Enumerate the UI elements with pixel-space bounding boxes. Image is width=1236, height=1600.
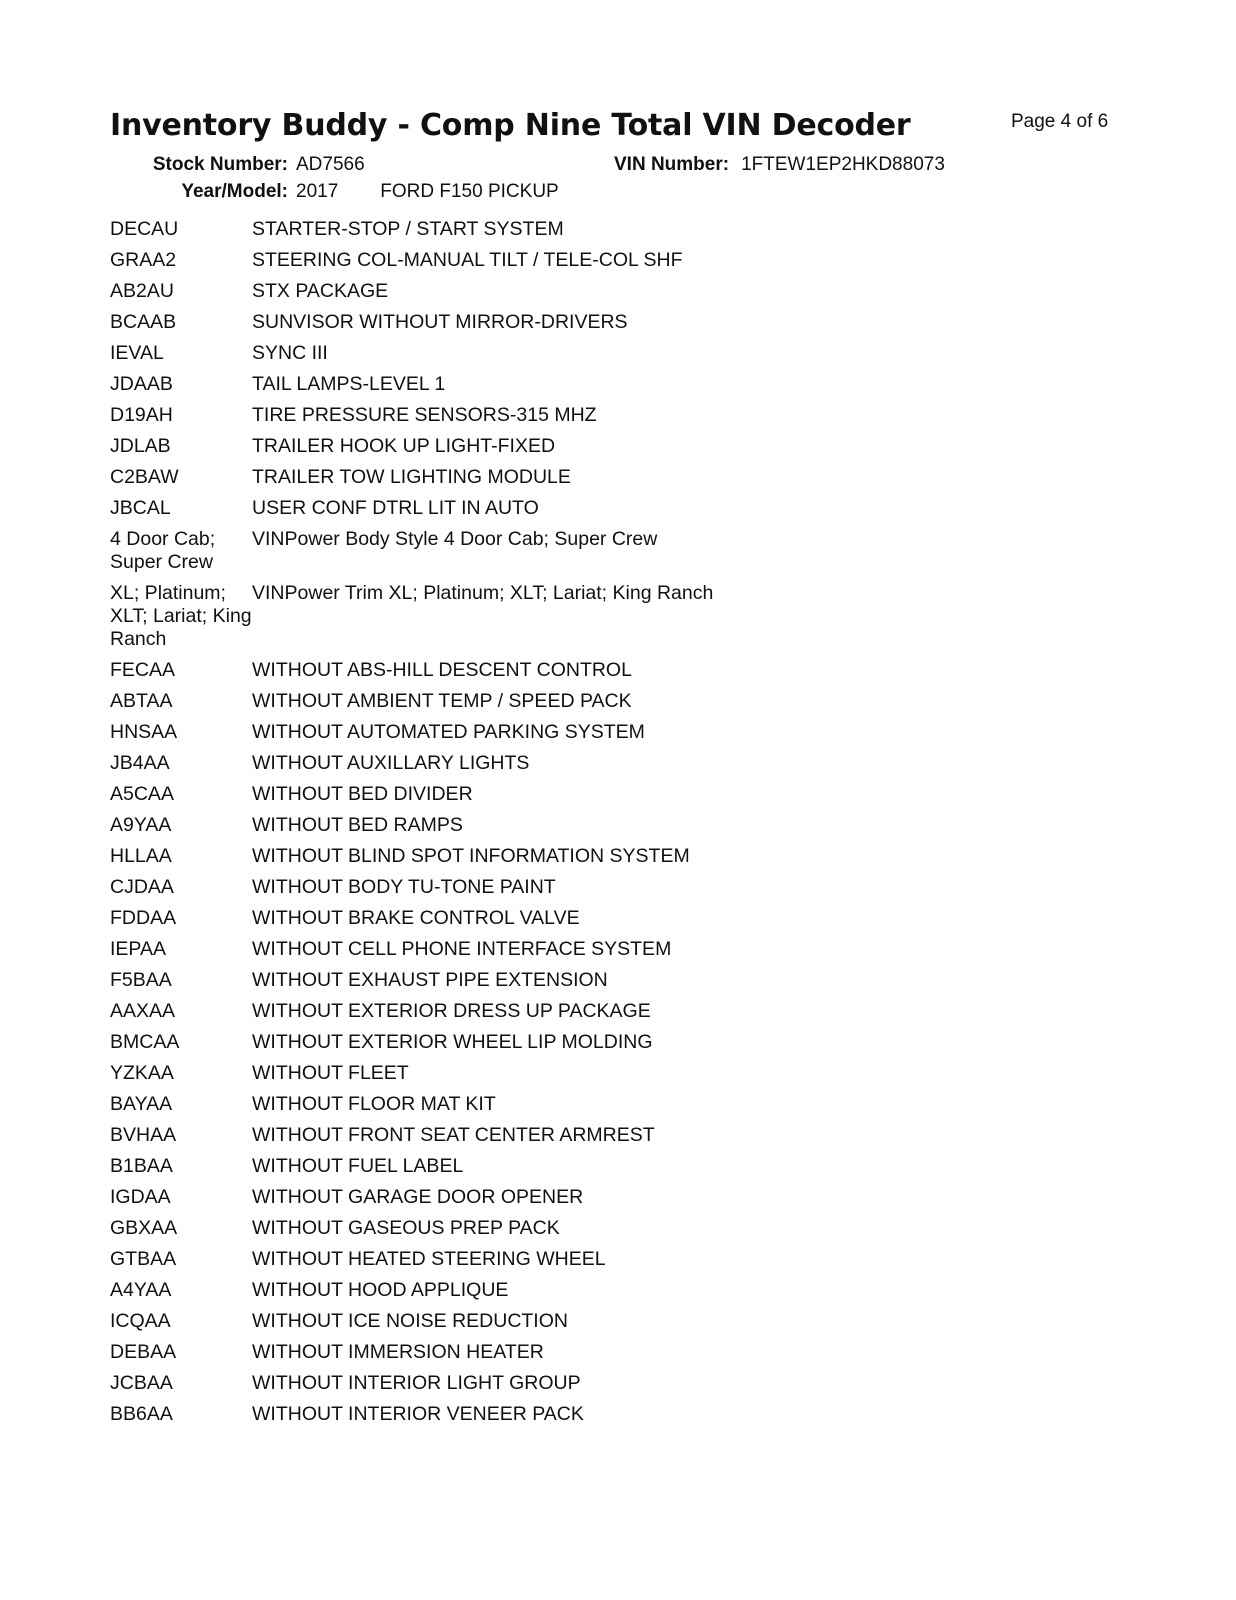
option-description: TRAILER TOW LIGHTING MODULE bbox=[252, 466, 571, 488]
option-description: TAIL LAMPS-LEVEL 1 bbox=[252, 373, 446, 395]
option-code: C2BAW bbox=[110, 466, 179, 488]
list-item bbox=[110, 280, 1120, 311]
option-code: DEBAA bbox=[110, 1341, 177, 1363]
stock-number-value: AD7566 bbox=[296, 154, 365, 175]
list-item bbox=[110, 466, 1120, 497]
list-item bbox=[110, 1124, 1120, 1155]
option-code: A9YAA bbox=[110, 814, 172, 836]
option-description: WITHOUT BODY TU-TONE PAINT bbox=[252, 876, 556, 898]
year-model-label: Year/Model: bbox=[181, 181, 288, 202]
option-description: WITHOUT INTERIOR LIGHT GROUP bbox=[252, 1372, 581, 1394]
option-code: JDLAB bbox=[110, 435, 171, 457]
vin-number-label: VIN Number: bbox=[614, 154, 730, 175]
list-item bbox=[110, 783, 1120, 814]
list-item bbox=[110, 1093, 1120, 1124]
option-code: GRAA2 bbox=[110, 249, 177, 271]
option-code: F5BAA bbox=[110, 969, 172, 991]
option-code: YZKAA bbox=[110, 1062, 174, 1084]
list-item bbox=[110, 373, 1120, 404]
list-item bbox=[110, 311, 1120, 342]
year-model-field bbox=[148, 181, 559, 203]
list-item bbox=[110, 659, 1120, 690]
option-description: WITHOUT GASEOUS PREP PACK bbox=[252, 1217, 560, 1239]
list-item bbox=[110, 752, 1120, 783]
list-item bbox=[110, 1217, 1120, 1248]
option-code: ABTAA bbox=[110, 690, 173, 712]
option-description: WITHOUT FLEET bbox=[252, 1062, 409, 1084]
model-value: FORD F150 PICKUP bbox=[380, 181, 559, 202]
list-item bbox=[110, 876, 1120, 907]
list-item bbox=[110, 218, 1120, 249]
option-description: WITHOUT GARAGE DOOR OPENER bbox=[252, 1186, 584, 1208]
list-item bbox=[110, 1062, 1120, 1093]
option-description: WITHOUT HOOD APPLIQUE bbox=[252, 1279, 509, 1301]
list-item bbox=[110, 969, 1120, 1000]
option-description: VINPower Trim XL; Platinum; XLT; Lariat; King Ranch bbox=[252, 582, 714, 604]
option-code: ICQAA bbox=[110, 1310, 171, 1332]
option-code: BVHAA bbox=[110, 1124, 177, 1146]
option-description: WITHOUT BLIND SPOT INFORMATION SYSTEM bbox=[252, 845, 690, 867]
option-description: WITHOUT HEATED STEERING WHEEL bbox=[252, 1248, 606, 1270]
option-description: WITHOUT AMBIENT TEMP / SPEED PACK bbox=[252, 690, 632, 712]
option-description: STEERING COL-MANUAL TILT / TELE-COL SHF bbox=[252, 249, 683, 271]
option-code: JBCAL bbox=[110, 497, 171, 519]
option-description: WITHOUT EXHAUST PIPE EXTENSION bbox=[252, 969, 608, 991]
option-description: WITHOUT FUEL LABEL bbox=[252, 1155, 464, 1177]
list-item bbox=[110, 1372, 1120, 1403]
option-code: FECAA bbox=[110, 659, 176, 681]
option-code: BAYAA bbox=[110, 1093, 173, 1115]
list-item bbox=[110, 845, 1120, 876]
list-item bbox=[110, 528, 1120, 582]
list-item bbox=[110, 938, 1120, 969]
option-code: FDDAA bbox=[110, 907, 177, 929]
option-description: WITHOUT FRONT SEAT CENTER ARMREST bbox=[252, 1124, 655, 1146]
list-item bbox=[110, 1341, 1120, 1372]
year-value: 2017 bbox=[296, 181, 339, 202]
list-item bbox=[110, 1000, 1120, 1031]
list-item bbox=[110, 497, 1120, 528]
list-item bbox=[110, 404, 1120, 435]
option-code: B1BAA bbox=[110, 1155, 173, 1177]
option-description: WITHOUT AUXILLARY LIGHTS bbox=[252, 752, 530, 774]
option-description: USER CONF DTRL LIT IN AUTO bbox=[252, 497, 539, 519]
list-item bbox=[110, 907, 1120, 938]
list-item bbox=[110, 1248, 1120, 1279]
option-description: WITHOUT BRAKE CONTROL VALVE bbox=[252, 907, 580, 929]
option-description: TRAILER HOOK UP LIGHT-FIXED bbox=[252, 435, 556, 457]
option-description: WITHOUT BED DIVIDER bbox=[252, 783, 473, 805]
option-code: JB4AA bbox=[110, 752, 170, 774]
option-description: WITHOUT BED RAMPS bbox=[252, 814, 463, 836]
option-code: BMCAA bbox=[110, 1031, 180, 1053]
option-code-list bbox=[110, 218, 1120, 1434]
option-description: WITHOUT EXTERIOR WHEEL LIP MOLDING bbox=[252, 1031, 653, 1053]
stock-number-field bbox=[148, 154, 365, 176]
list-item bbox=[110, 690, 1120, 721]
option-description: STARTER-STOP / START SYSTEM bbox=[252, 218, 564, 240]
vin-number-field bbox=[614, 154, 945, 176]
list-item bbox=[110, 1403, 1120, 1434]
option-code: HLLAA bbox=[110, 845, 172, 867]
option-code: 4 Door Cab; Super Crew bbox=[110, 528, 216, 573]
option-code: XL; Platinum; XLT; Lariat; King Ranch bbox=[110, 582, 252, 650]
option-code: BB6AA bbox=[110, 1403, 173, 1425]
option-description: WITHOUT IMMERSION HEATER bbox=[252, 1341, 544, 1363]
option-code: CJDAA bbox=[110, 876, 174, 898]
list-item bbox=[110, 342, 1120, 373]
list-item bbox=[110, 1310, 1120, 1341]
vin-number-value: 1FTEW1EP2HKD88073 bbox=[741, 154, 945, 175]
option-description: SYNC III bbox=[252, 342, 328, 364]
list-item bbox=[110, 435, 1120, 466]
document-title: Inventory Buddy - Comp Nine Total VIN Decoder bbox=[110, 108, 911, 143]
option-code: IEVAL bbox=[110, 342, 164, 364]
option-description: VINPower Body Style 4 Door Cab; Super Crew bbox=[252, 528, 658, 550]
stock-number-label: Stock Number: bbox=[152, 154, 288, 175]
option-description: WITHOUT ABS-HILL DESCENT CONTROL bbox=[252, 659, 632, 681]
option-description: SUNVISOR WITHOUT MIRROR-DRIVERS bbox=[252, 311, 628, 333]
option-description: WITHOUT EXTERIOR DRESS UP PACKAGE bbox=[252, 1000, 651, 1022]
option-description: WITHOUT ICE NOISE REDUCTION bbox=[252, 1310, 568, 1332]
option-code: GBXAA bbox=[110, 1217, 178, 1239]
option-code: D19AH bbox=[110, 404, 173, 426]
option-code: GTBAA bbox=[110, 1248, 177, 1270]
list-item bbox=[110, 1186, 1120, 1217]
option-description: STX PACKAGE bbox=[252, 280, 389, 302]
option-description: WITHOUT CELL PHONE INTERFACE SYSTEM bbox=[252, 938, 672, 960]
option-description: TIRE PRESSURE SENSORS-315 MHZ bbox=[252, 404, 597, 426]
list-item bbox=[110, 1031, 1120, 1062]
list-item bbox=[110, 1279, 1120, 1310]
list-item bbox=[110, 814, 1120, 845]
list-item bbox=[110, 721, 1120, 752]
option-code: A5CAA bbox=[110, 783, 174, 805]
option-code: JCBAA bbox=[110, 1372, 173, 1394]
list-item bbox=[110, 1155, 1120, 1186]
option-description: WITHOUT INTERIOR VENEER PACK bbox=[252, 1403, 584, 1425]
option-code: DECAU bbox=[110, 218, 179, 240]
option-code: AB2AU bbox=[110, 280, 174, 302]
list-item bbox=[110, 249, 1120, 280]
option-code: IEPAA bbox=[110, 938, 166, 960]
option-description: WITHOUT FLOOR MAT KIT bbox=[252, 1093, 496, 1115]
option-code: JDAAB bbox=[110, 373, 173, 395]
option-code: IGDAA bbox=[110, 1186, 171, 1208]
option-code: AAXAA bbox=[110, 1000, 176, 1022]
option-code: BCAAB bbox=[110, 311, 177, 333]
list-item bbox=[110, 582, 1120, 659]
page-number: Page 4 of 6 bbox=[1011, 111, 1109, 132]
option-code: HNSAA bbox=[110, 721, 178, 743]
option-code: A4YAA bbox=[110, 1279, 172, 1301]
option-description: WITHOUT AUTOMATED PARKING SYSTEM bbox=[252, 721, 645, 743]
